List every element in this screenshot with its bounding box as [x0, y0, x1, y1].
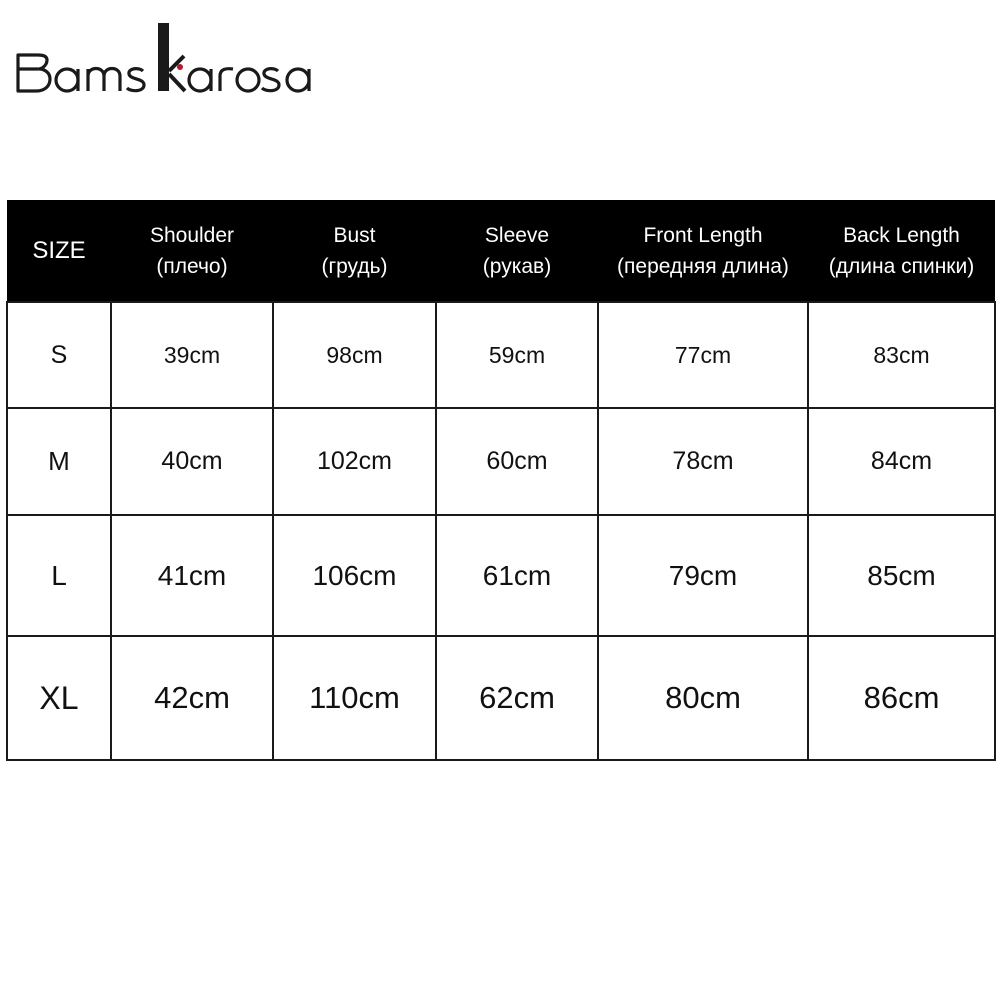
bust-cell: 102cm: [273, 408, 436, 515]
header-sleeve: [436, 200, 598, 302]
size-cell: L: [7, 515, 111, 636]
back-length-cell: 86cm: [808, 636, 995, 760]
sleeve-cell: 60cm: [436, 408, 598, 515]
shoulder-cell: 42cm: [111, 636, 273, 760]
header-bust: [273, 200, 436, 302]
header-label: Back Length: [843, 223, 960, 247]
shoulder-cell: 41cm: [111, 515, 273, 636]
table-row: [7, 302, 995, 408]
header-label: Front Length: [643, 223, 763, 247]
header-sublabel: (передняя длина): [617, 254, 789, 278]
bust-cell: 106cm: [273, 515, 436, 636]
front-length-cell: 79cm: [598, 515, 808, 636]
size-cell: XL: [7, 636, 111, 760]
header-shoulder: [111, 200, 273, 302]
sleeve-cell: 59cm: [436, 302, 598, 408]
bust-cell: 110cm: [273, 636, 436, 760]
size-cell: M: [7, 408, 111, 515]
size-cell: S: [7, 302, 111, 408]
header-sublabel: (грудь): [321, 254, 388, 278]
size-chart-table: [6, 200, 996, 761]
brand-logo-graphic: [12, 18, 322, 93]
header-sublabel: (плечо): [156, 254, 228, 278]
table-row: [7, 636, 995, 760]
shoulder-cell: 39cm: [111, 302, 273, 408]
back-length-cell: 85cm: [808, 515, 995, 636]
front-length-cell: 78cm: [598, 408, 808, 515]
brand-logo: [12, 18, 322, 93]
back-length-cell: 83cm: [808, 302, 995, 408]
table-row: [7, 408, 995, 515]
header-sublabel: (рукав): [482, 254, 552, 278]
table-header-row: [7, 200, 995, 302]
header-back-length: [808, 200, 995, 302]
header-label: Shoulder: [149, 223, 235, 247]
bust-cell: 98cm: [273, 302, 436, 408]
sleeve-cell: 61cm: [436, 515, 598, 636]
header-label: Sleeve: [484, 223, 550, 247]
header-sublabel: (длина спинки): [828, 254, 975, 278]
header-label: SIZE: [32, 237, 86, 264]
header-front-length: [598, 200, 808, 302]
sleeve-cell: 62cm: [436, 636, 598, 760]
header-size: [7, 200, 111, 302]
back-length-cell: 84cm: [808, 408, 995, 515]
front-length-cell: 77cm: [598, 302, 808, 408]
table-row: [7, 515, 995, 636]
front-length-cell: 80cm: [598, 636, 808, 760]
header-label: Bust: [333, 223, 376, 247]
shoulder-cell: 40cm: [111, 408, 273, 515]
